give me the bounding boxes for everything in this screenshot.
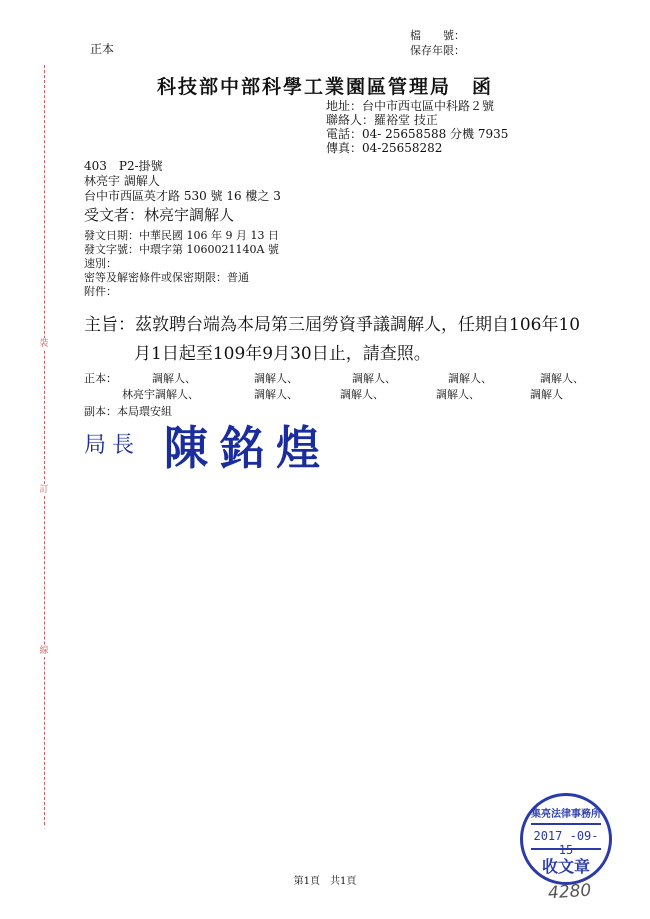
recipient-entry: 調解人、 — [448, 372, 492, 385]
distribution-row-1 — [0, 370, 650, 384]
copy-mark: 正本 — [90, 42, 115, 56]
distribution-row-2 — [0, 386, 650, 400]
stamp-divider-top — [531, 823, 601, 825]
attachment: 附件： — [84, 285, 117, 298]
signature-name: 陳銘煌 — [164, 421, 332, 476]
recipient-entry: 調解人、 — [340, 388, 384, 401]
recipient-name: 林亮宇 調解人 — [84, 174, 160, 188]
secrecy-level: 密等及解密條件或保密期限：普通 — [84, 271, 249, 284]
sender-phone: 電話：04- 25658588 分機 7935 — [326, 127, 509, 141]
handwritten-number: 4280 — [547, 880, 592, 904]
page-number: 第1頁 共1頁 — [293, 876, 357, 887]
recipient-entry: 調解人、 — [540, 372, 584, 385]
recipient-entry: 調解人、 — [254, 388, 298, 401]
subject-line-1: 主旨：茲敦聘台端為本局第三屆勞資爭議調解人，任期自106年10 — [84, 315, 581, 335]
retention-label: 保存年限： — [410, 44, 465, 57]
recipient-address: 台中市西區英才路 530 號 16 樓之 3 — [84, 189, 281, 203]
recipient-entry: 調解人、 — [152, 372, 196, 385]
sender-fax: 傳真：04-25658282 — [326, 141, 443, 155]
recipient-entry: 調解人、 — [436, 388, 480, 401]
binding-mark-xian: 線 — [39, 646, 49, 656]
sender-address: 地址：台中市西屯區中科路２號 — [326, 99, 495, 113]
recipient-entry: 林亮宇調解人、 — [122, 388, 199, 401]
document-number: 發文字號：中環字第 1060021140A 號 — [84, 243, 279, 256]
distribution-main-label: 正本： — [84, 372, 117, 385]
file-number-label: 檔 號： — [410, 29, 465, 42]
stamp-firm-name: 集亮法律事務所 — [531, 809, 601, 820]
document-title: 科技部中部科學工業園區管理局 函 — [156, 76, 493, 98]
stamp-divider-bottom — [531, 848, 601, 850]
signature-title: 局長 — [84, 433, 141, 458]
recipient-entry: 調解人、 — [254, 372, 298, 385]
issue-date: 發文日期：中華民國 106 年 9 月 13 日 — [84, 229, 279, 242]
recipient-postal: 403 P2-掛號 — [84, 159, 163, 173]
subject-line-2: 月1日起至109年9月30日止，請查照。 — [134, 344, 431, 364]
sender-contact: 聯絡人：羅裕堂 技正 — [326, 113, 438, 127]
speed-class: 速別： — [84, 257, 117, 270]
stamp-label: 收文章 — [541, 857, 590, 876]
stamp-date: 2017 -09- 15 — [533, 829, 599, 857]
recipient-entry: 調解人、 — [352, 372, 396, 385]
recipient-entry: 調解人 — [530, 388, 563, 401]
distribution-copy: 副本：本局環安組 — [84, 405, 172, 418]
binding-line — [44, 65, 45, 825]
binding-mark-zhuang: 裝 — [39, 339, 49, 349]
addressee: 受文者：林亮宇調解人 — [84, 206, 235, 224]
binding-mark-ding: 訂 — [39, 485, 49, 495]
